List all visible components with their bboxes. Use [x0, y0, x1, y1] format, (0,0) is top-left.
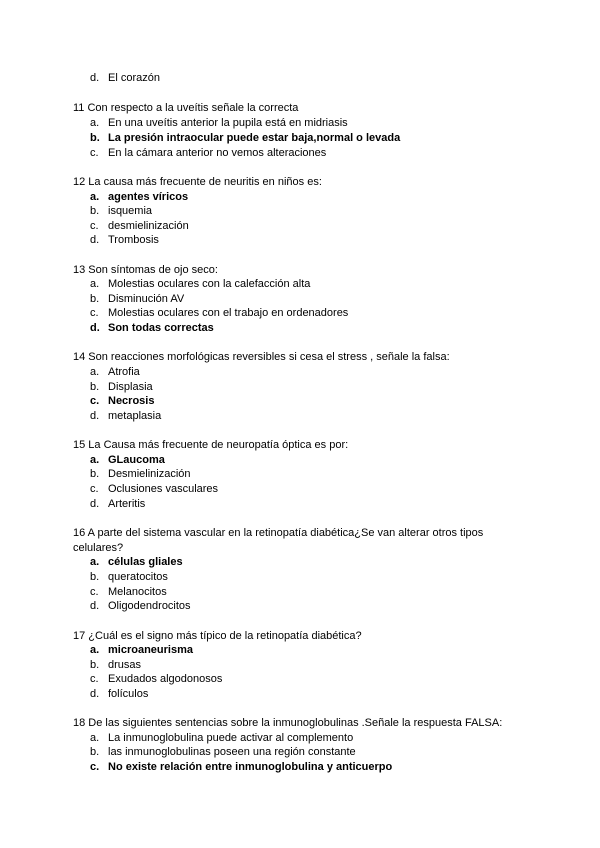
option-letter: b.	[90, 746, 100, 758]
option-row	[0, 731, 600, 745]
option-letter: c.	[90, 220, 99, 232]
option-letter: b.	[90, 132, 100, 144]
option-text: Arteritis	[108, 498, 146, 510]
option-letter: b.	[90, 659, 100, 671]
option-text: Son todas correctas	[108, 322, 214, 334]
option-text: Exudados algodonosos	[108, 673, 223, 685]
option-row-correct	[0, 321, 600, 335]
option-letter: a.	[90, 732, 100, 744]
option-text: Atrofia	[108, 366, 140, 378]
option-row	[0, 687, 600, 701]
option-text: Oligodendrocitos	[108, 600, 191, 612]
option-row	[0, 672, 600, 686]
option-text: Trombosis	[108, 234, 159, 246]
option-letter: b.	[90, 571, 100, 583]
question-text-continued: celulares?	[73, 542, 124, 554]
option-letter: b.	[90, 468, 100, 480]
option-row	[0, 599, 600, 613]
option-text: células gliales	[108, 556, 183, 568]
question-text: 16 A parte del sistema vascular en la retinopatía diabética¿Se van alterar otros tipos	[73, 527, 484, 539]
question-text: 13 Son síntomas de ojo seco:	[73, 264, 218, 276]
option-text: Disminución AV	[108, 293, 185, 305]
option-text: folículos	[108, 688, 149, 700]
option-letter: a.	[90, 191, 100, 203]
option-row	[0, 409, 600, 423]
option-text: Displasia	[108, 381, 153, 393]
option-row-correct	[0, 131, 600, 145]
option-row	[0, 306, 600, 320]
option-letter: d.	[90, 600, 100, 612]
option-row-correct	[0, 555, 600, 569]
option-row-correct	[0, 453, 600, 467]
option-letter: a.	[90, 366, 100, 378]
option-letter: d.	[90, 688, 100, 700]
option-row	[0, 204, 600, 218]
option-text: El corazón	[108, 72, 160, 84]
option-letter: b.	[90, 293, 100, 305]
option-letter: c.	[90, 147, 99, 159]
option-letter: c.	[90, 673, 99, 685]
option-letter: c.	[90, 586, 99, 598]
option-text: agentes víricos	[108, 191, 189, 203]
option-letter: d.	[90, 410, 100, 422]
option-letter: c.	[90, 483, 99, 495]
option-text: isquemia	[108, 205, 153, 217]
option-text: En una uveítis anterior la pupila está en midriasis	[108, 117, 348, 129]
option-row	[0, 277, 600, 291]
option-text: No existe relación entre inmunoglobulina y anticuerpo	[108, 761, 393, 773]
option-text: Molestias oculares con el trabajo en ordenadores	[108, 307, 349, 319]
option-text: las inmunoglobulinas poseen una región constante	[108, 746, 356, 758]
option-letter: a.	[90, 278, 100, 290]
question-text: 15 La Causa más frecuente de neuropatía óptica es por:	[73, 439, 349, 451]
option-text: La presión intraocular puede estar baja,normal o levada	[108, 132, 401, 144]
option-row	[0, 745, 600, 759]
option-row	[0, 585, 600, 599]
option-text: GLaucoma	[108, 454, 165, 466]
option-row	[0, 292, 600, 306]
option-row	[0, 116, 600, 130]
option-letter: d.	[90, 234, 100, 246]
option-text: Necrosis	[108, 395, 155, 407]
option-row	[0, 497, 600, 511]
question-text: 14 Son reacciones morfológicas reversibles si cesa el stress , señale la falsa:	[73, 351, 450, 363]
option-row	[0, 146, 600, 160]
option-row	[0, 467, 600, 481]
option-letter: a.	[90, 556, 100, 568]
question-text: 12 La causa más frecuente de neuritis en niños es:	[73, 176, 322, 188]
option-text: microaneurisma	[108, 644, 193, 656]
option-row	[0, 482, 600, 496]
option-row	[0, 380, 600, 394]
option-row	[0, 233, 600, 247]
question-text: 17 ¿Cuál es el signo más típico de la retinopatía diabética?	[73, 630, 362, 642]
question-text: 18 De las siguientes sentencias sobre la inmunoglobulinas .Señale la respuesta FALSA:	[73, 717, 503, 729]
option-row-correct	[0, 394, 600, 408]
option-row-correct	[0, 643, 600, 657]
option-text: Oclusiones vasculares	[108, 483, 219, 495]
option-text: Desmielinización	[108, 468, 191, 480]
option-letter: a.	[90, 117, 100, 129]
option-row-correct	[0, 760, 600, 774]
option-text: drusas	[108, 659, 142, 671]
option-text: desmielinización	[108, 220, 189, 232]
option-text: En la cámara anterior no vemos alteraciones	[108, 147, 327, 159]
option-text: queratocitos	[108, 571, 168, 583]
question-text: 11 Con respecto a la uveítis señale la correcta	[73, 102, 299, 114]
option-letter: a.	[90, 644, 100, 656]
option-letter: c.	[90, 761, 100, 773]
option-letter: d.	[90, 498, 100, 510]
option-text: Melanocitos	[108, 586, 167, 598]
option-letter: a.	[90, 454, 100, 466]
option-text: metaplasia	[108, 410, 162, 422]
option-letter: d.	[90, 72, 100, 84]
option-letter: b.	[90, 381, 100, 393]
option-letter: c.	[90, 307, 99, 319]
option-row	[0, 219, 600, 233]
option-text: La inmunoglobulina puede activar al complemento	[108, 732, 354, 744]
option-row	[0, 71, 600, 85]
option-row	[0, 365, 600, 379]
option-letter: b.	[90, 205, 100, 217]
option-letter: d.	[90, 322, 100, 334]
option-letter: c.	[90, 395, 100, 407]
option-text: Molestias oculares con la calefacción alta	[108, 278, 311, 290]
option-row	[0, 658, 600, 672]
option-row-correct	[0, 190, 600, 204]
option-row	[0, 570, 600, 584]
